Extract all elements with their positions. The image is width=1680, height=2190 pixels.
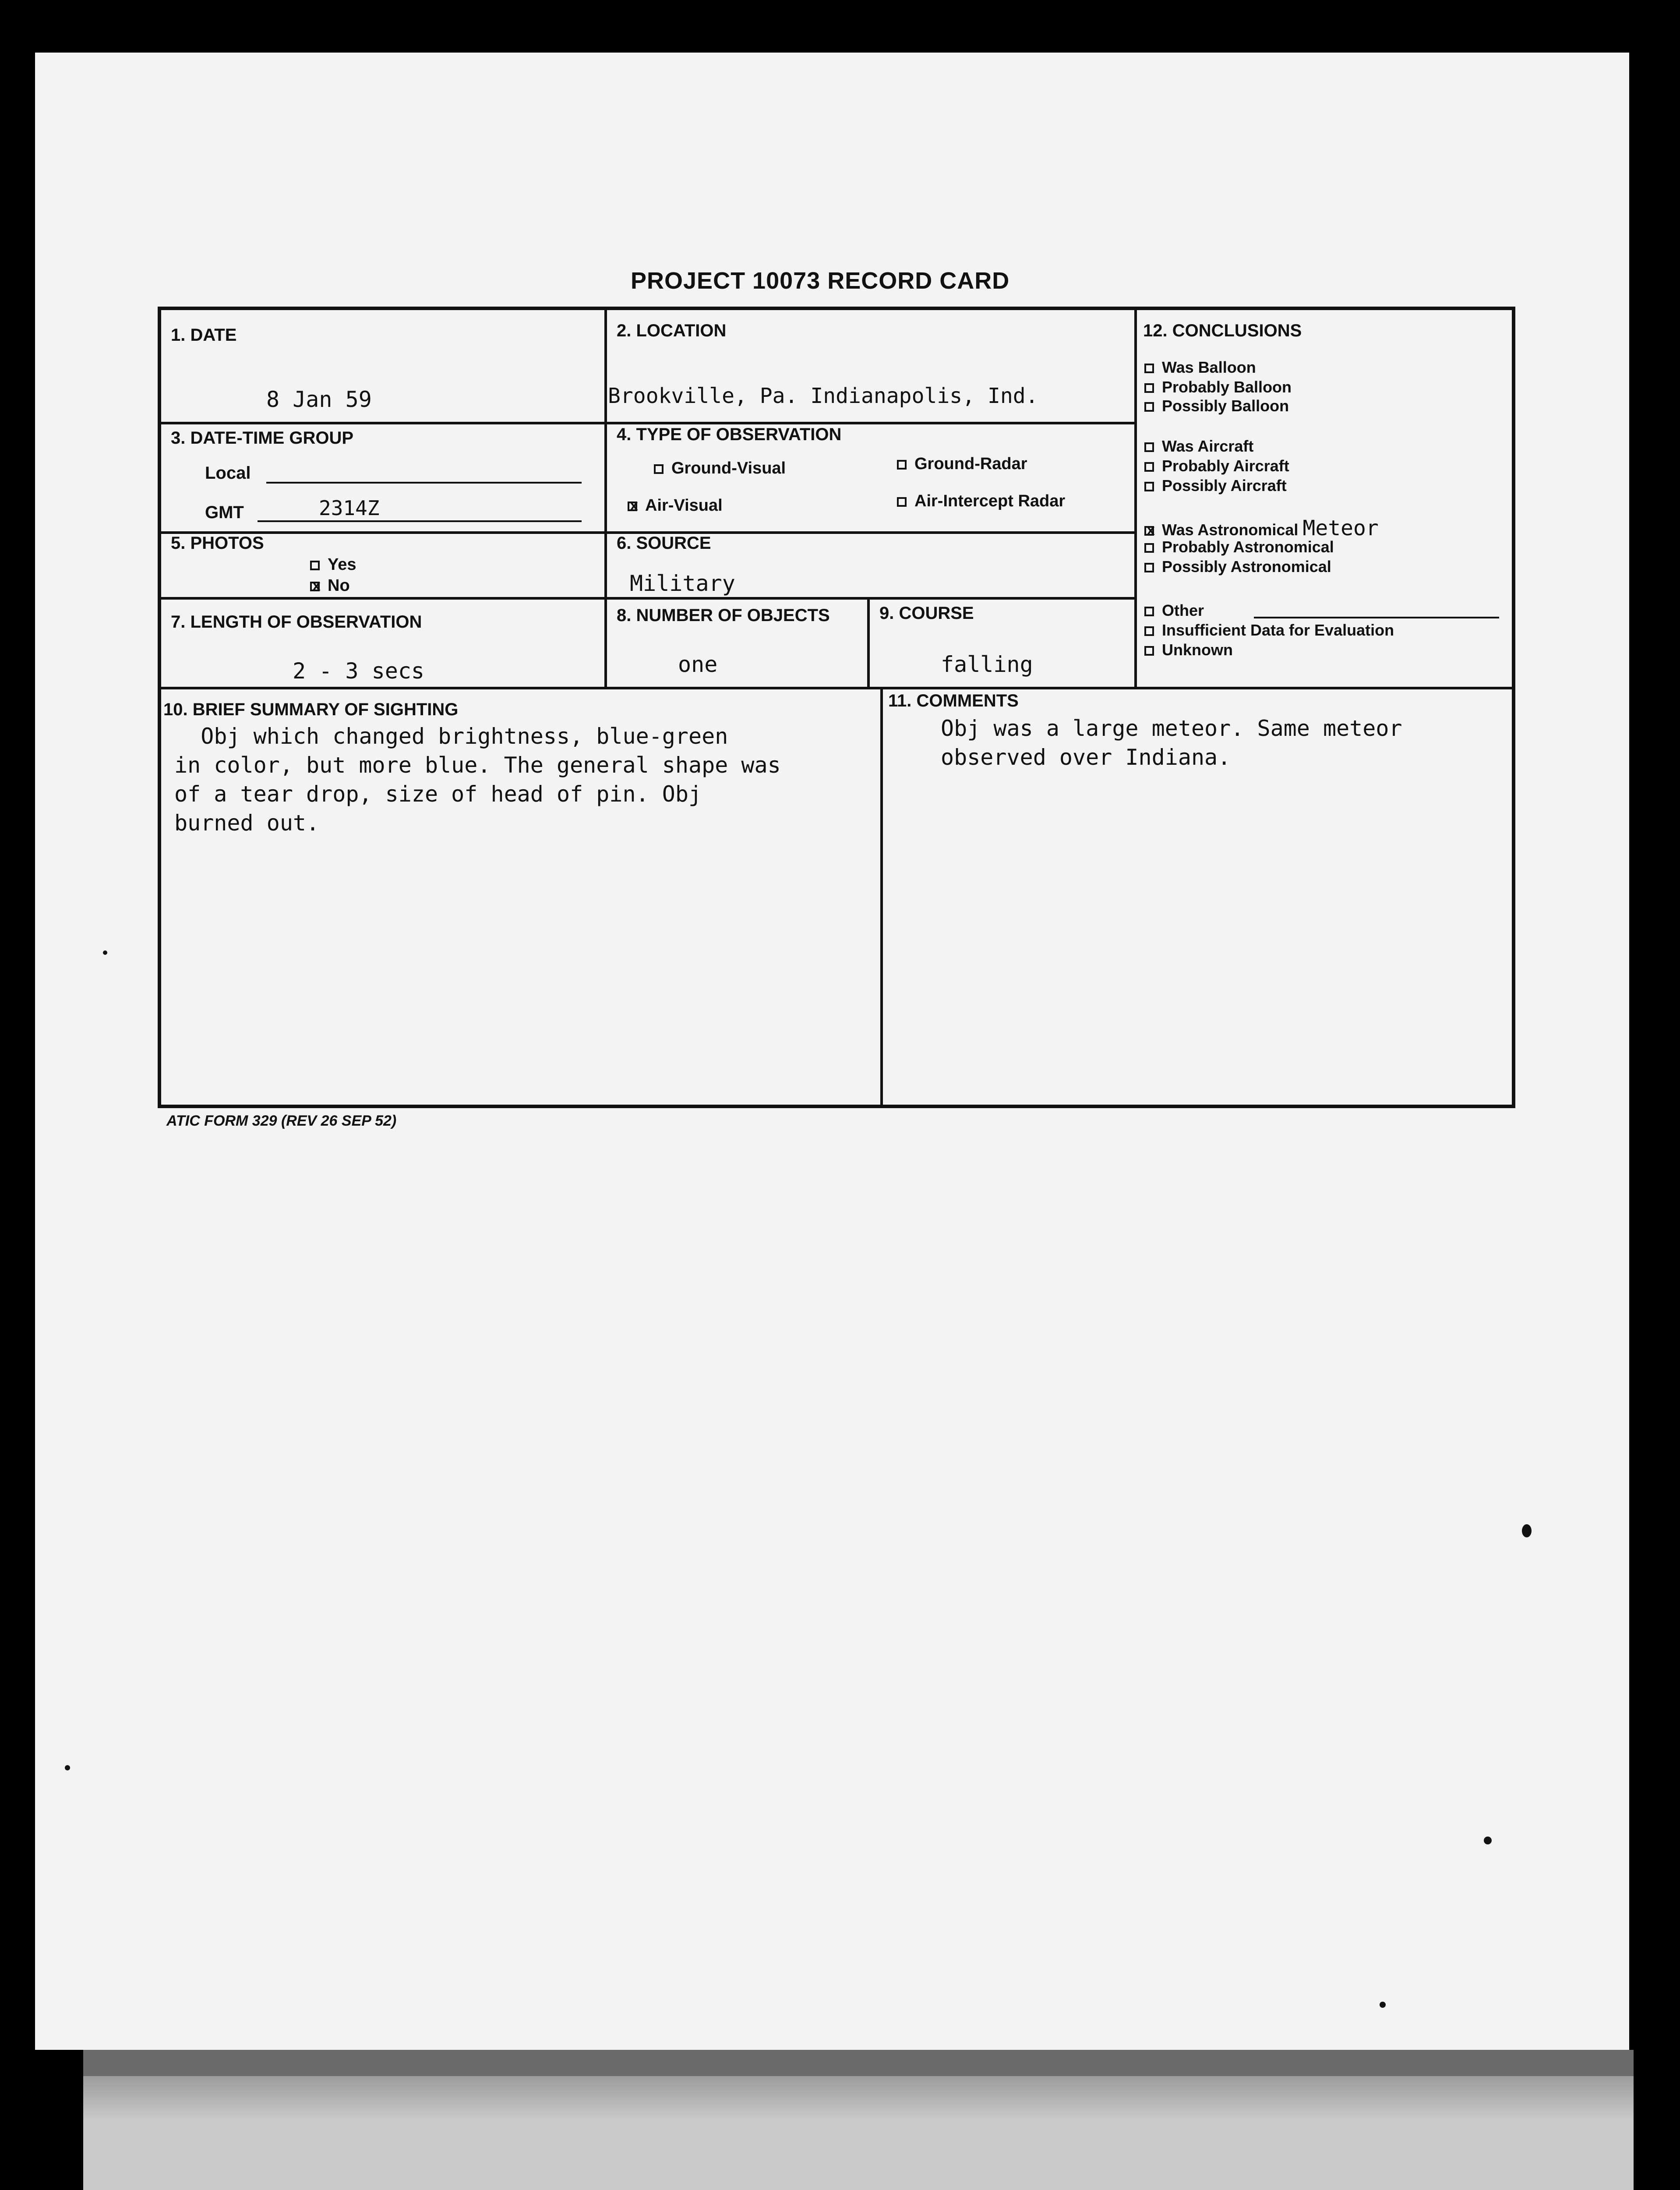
objects-label: 8. NUMBER OF OBJECTS <box>617 606 830 625</box>
ground-radar-option[interactable]: Ground-Radar <box>897 455 1027 473</box>
local-label: Local <box>205 463 251 483</box>
summary-label: 10. BRIEF SUMMARY OF SIGHTING <box>163 700 459 719</box>
objects-value: one <box>678 652 718 677</box>
conclusion-probably-balloon[interactable]: Probably Balloon <box>1144 378 1292 396</box>
conclusion-unknown[interactable]: Unknown <box>1144 641 1233 659</box>
conclusion-other[interactable]: Other <box>1144 601 1204 620</box>
location-label: 2. LOCATION <box>617 321 727 340</box>
conclusions-list <box>1144 310 1508 687</box>
ground-visual-option[interactable]: Ground-Visual <box>654 459 786 478</box>
conclusion-possibly-aircraft[interactable]: Possibly Aircraft <box>1144 477 1287 495</box>
scan-speck <box>1380 2002 1386 2008</box>
conclusion-was-balloon[interactable]: Was Balloon <box>1144 358 1256 377</box>
astronomical-note: Meteor <box>1302 516 1379 540</box>
source-label: 6. SOURCE <box>617 533 711 553</box>
comments-line: Obj was a large meteor. Same meteor <box>941 716 1402 741</box>
photos-yes-checkbox[interactable] <box>310 561 320 570</box>
air-visual-option[interactable]: xAir-Visual <box>628 496 723 515</box>
form-identifier: ATIC FORM 329 (REV 26 SEP 52) <box>166 1113 397 1129</box>
photos-label: 5. PHOTOS <box>171 533 264 553</box>
air-intercept-radar-option[interactable]: Air-Intercept Radar <box>897 492 1065 511</box>
length-label: 7. LENGTH OF OBSERVATION <box>171 612 422 632</box>
source-value: Military <box>630 571 735 596</box>
conclusion-possibly-balloon[interactable]: Possibly Balloon <box>1144 397 1289 415</box>
dtg-label: 3. DATE-TIME GROUP <box>171 428 354 448</box>
summary-text <box>174 722 875 837</box>
comments-label: 11. COMMENTS <box>888 691 1019 710</box>
gmt-value: 2314Z <box>319 496 380 520</box>
course-label: 9. COURSE <box>879 604 974 623</box>
location-value: Brookville, Pa. Indianapolis, Ind. <box>608 384 1038 408</box>
comments-line: observed over Indiana. <box>941 745 1231 770</box>
air-intercept-radar-checkbox[interactable] <box>897 497 907 507</box>
comments-text <box>941 714 1510 772</box>
record-card <box>158 307 1515 1108</box>
photos-no-option[interactable]: xNo <box>310 576 350 595</box>
date-value: 8 Jan 59 <box>266 387 372 412</box>
course-value: falling <box>941 652 1033 677</box>
underlying-page <box>83 2050 1634 2190</box>
conclusions-label: 12. CONCLUSIONS <box>1143 321 1302 340</box>
ground-visual-checkbox[interactable] <box>654 464 664 474</box>
conclusion-insufficient-data[interactable]: Insufficient Data for Evaluation <box>1144 621 1394 639</box>
date-label: 1. DATE <box>171 325 237 345</box>
scan-speck <box>1522 1524 1532 1537</box>
card-title: PROJECT 10073 RECORD CARD <box>631 268 1010 294</box>
photos-yes-option[interactable]: Yes <box>310 555 356 574</box>
summary-line: burned out. <box>174 810 320 836</box>
photos-no-checkbox[interactable] <box>310 582 320 591</box>
summary-line: in color, but more blue. The general shape was <box>174 752 781 778</box>
scan-speck <box>1484 1837 1492 1844</box>
ground-radar-checkbox[interactable] <box>897 460 907 470</box>
conclusion-probably-aircraft[interactable]: Probably Aircraft <box>1144 457 1289 475</box>
conclusion-probably-astronomical[interactable]: Probably Astronomical <box>1144 538 1334 556</box>
air-visual-checkbox[interactable] <box>628 502 637 511</box>
length-value: 2 - 3 secs <box>293 658 425 684</box>
conclusion-was-astronomical[interactable]: xWas Astronomical Meteor <box>1144 516 1379 540</box>
gmt-label: GMT <box>205 503 244 522</box>
summary-line: Obj which changed brightness, blue-green <box>174 724 728 749</box>
summary-line: of a tear drop, size of head of pin. Obj <box>174 781 702 807</box>
scan-speck <box>65 1765 70 1770</box>
conclusion-possibly-astronomical[interactable]: Possibly Astronomical <box>1144 558 1331 576</box>
conclusion-was-aircraft[interactable]: Was Aircraft <box>1144 437 1253 456</box>
scan-speck <box>103 950 107 955</box>
observation-type-label: 4. TYPE OF OBSERVATION <box>617 425 842 444</box>
